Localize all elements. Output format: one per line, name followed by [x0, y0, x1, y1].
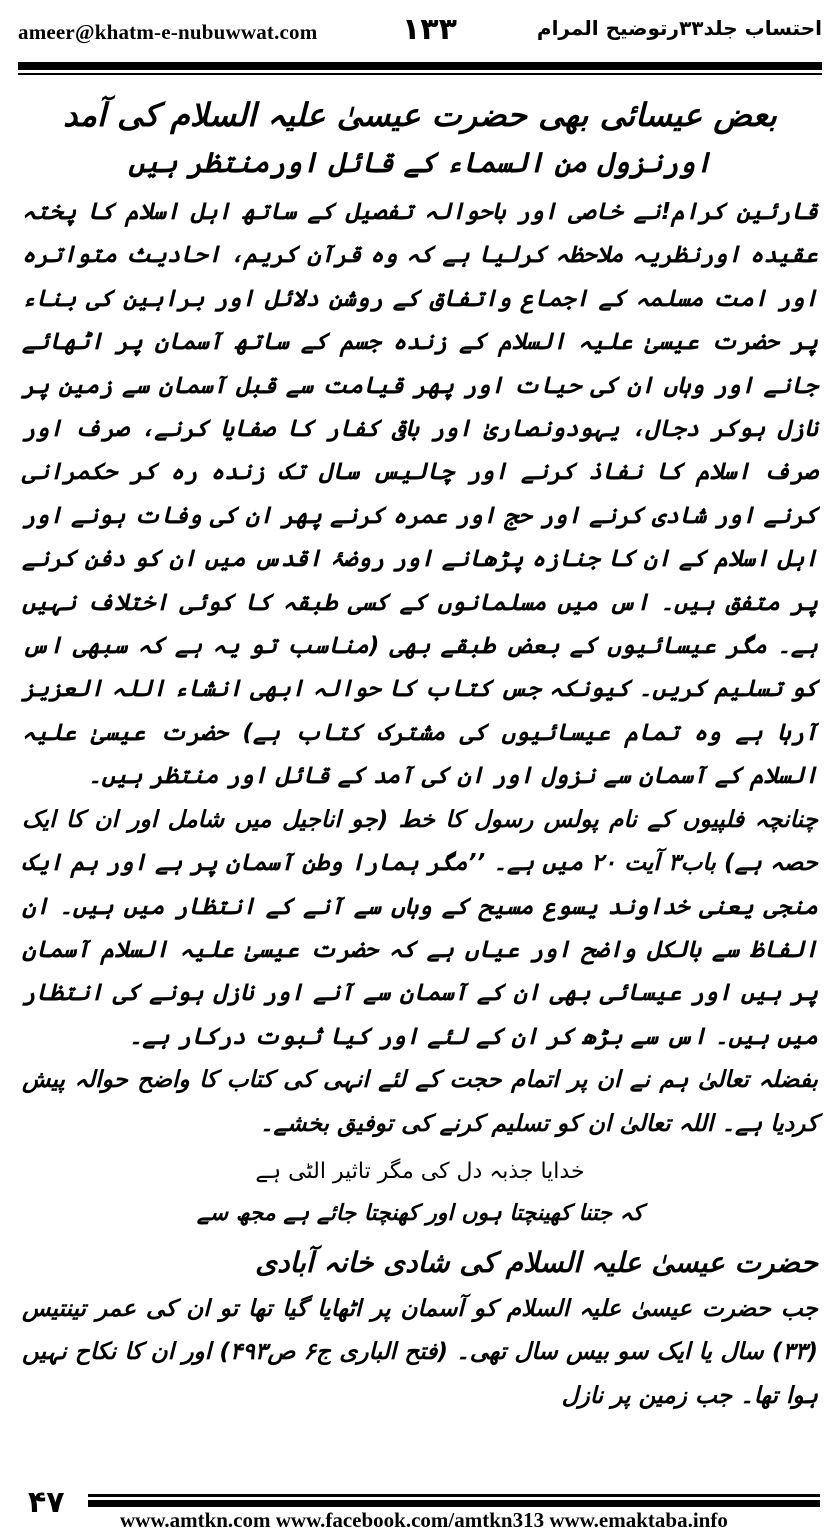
page-content	[22, 90, 818, 1440]
footer-page-number: ۴۷	[28, 1485, 65, 1520]
footer-rule-thin	[88, 1494, 820, 1497]
page-header	[18, 10, 822, 52]
header-rule-thin	[18, 73, 822, 75]
header-email: ameer@khatm-e-nubuwwat.com	[18, 20, 318, 44]
footer-rule-thick	[88, 1500, 820, 1507]
section-paragraph: جب حضرت عیسیٰ علیہ السلام کو آسمان پر اٹھایا گیا تھا تو ان کی عمر تینتیس (۳۳) سال یا ایک سو بیس سال تھی۔ (فتح الباری ج۶ ص۴۹۳) اور ان کا نکاح نہیں ہوا تھا۔ جب زمین پر نازل	[22, 1294, 818, 1409]
header-book-title: احتساب جلد۳۳رتوضیح المرام	[536, 16, 822, 40]
page-subtitle: اورنزول من السماء کے قائل اورمنتظر ہیں	[128, 146, 712, 179]
poem-couplet	[22, 1151, 818, 1235]
section-heading: حضرت عیسیٰ علیہ السلام کی شادی خانہ آبادی	[255, 1245, 818, 1279]
paragraph-2: چنانچہ فلپیوں کے نام پولس رسول کا خط (جو اناجیل میں شامل اور ان کا ایک حصہ ہے) باب۳ آیت ۲۰ میں ہے۔ ’’مگر ہمارا وطن آسمان پر ہے اور ہم ایک منجی یعنی خداوند یسوع مسیح کے وہاں سے آنے کے انتظار میں ہیں۔ ان الفاظ سے بالکل واضح اور عیاں ہے کہ حضرت عیسیٰ علیہ السلام آسمان پر ہیں اور عیسائی بھی ان کے آسمان سے آنے اور نازل ہونے کی انتظار میں ہیں۔ اس سے بڑھ کر ان کے لئے اور کیا ثبوت درکار ہے۔	[22, 805, 819, 1050]
header-rule-thick	[18, 62, 822, 70]
header-page-number: ۱۳۳	[402, 12, 457, 47]
poem-line-2: کہ جتنا کھینچتا ہوں اور کھنچتا جائے ہے مجھ سے	[196, 1200, 644, 1226]
paragraph-1: قارئین کرام!نے خاصی اور باحوالہ تفصیل کے ساتھ اہل اسلام کا پختہ عقیدہ اورنظریہ ملاحظہ کرلیا ہے کہ وہ قرآن کریم، احادیث متواترہ اور امت مسلمہ کے اجماع واتفاق کے روشن دلائل اور براہین کی بناء پر حضرت عیسیٰ علیہ السلام کے زندہ جسم کے ساتھ آسمان پر اٹھائے جانے اور وہاں ان کی حیات اور پھر قیامت سے قبل آسمان سے زمین پر نازل ہوکر دجال، یہودونصاریٰ اور باقی کفار کا صفایا کرنے، صرف اور صرف اسلام کا نفاذ کرنے اور چالیس سال تک زندہ رہ کر حکمرانی کرنے اور شادی کرنے اور حج اور عمرہ کرنے پھر ان کی وفات ہونے اور اہل اسلام کے ان کا جنازہ پڑھانے اور روضۂ اقدس میں ان کو دفن کرنے پر متفق ہیں۔ اس میں مسلمانوں کے کسی طبقہ کا کوئی اختلاف نہیں ہے۔ مگر عیسائیوں کے بعض طبقے بھی (مناسب تو یہ ہے کہ سبھی اس کو تسلیم کریں۔ کیونکہ جس کتاب کا حوالہ ابھی انشاء اللہ العزیز آرہا ہے وہ تمام عیسائیوں کی مشترک کتاب ہے) حضرت عیسیٰ علیہ السلام کے آسمان سے نزول اور ان کی آمد کے قائل اور منتظر ہیں۔	[22, 198, 818, 790]
poem-line-1: خدایا جذبہ دل کی مگر تاثیر الٹی ہے	[255, 1158, 585, 1184]
paragraph-3: بفضلہ تعالیٰ ہم نے ان پر اتمام حجت کے لئے انہی کی کتاب کا واضح حوالہ پیش کردیا ہے۔ اللہ تعالیٰ ان کو تسلیم کرنے کی توفیق بخشے۔	[22, 1066, 818, 1137]
footer-links: www.amtkn.com www.facebook.com/amtkn313 www.emaktaba.info	[120, 1508, 728, 1532]
page-title: بعض عیسائی بھی حضرت عیسیٰ علیہ السلام کی آمد	[63, 96, 777, 134]
